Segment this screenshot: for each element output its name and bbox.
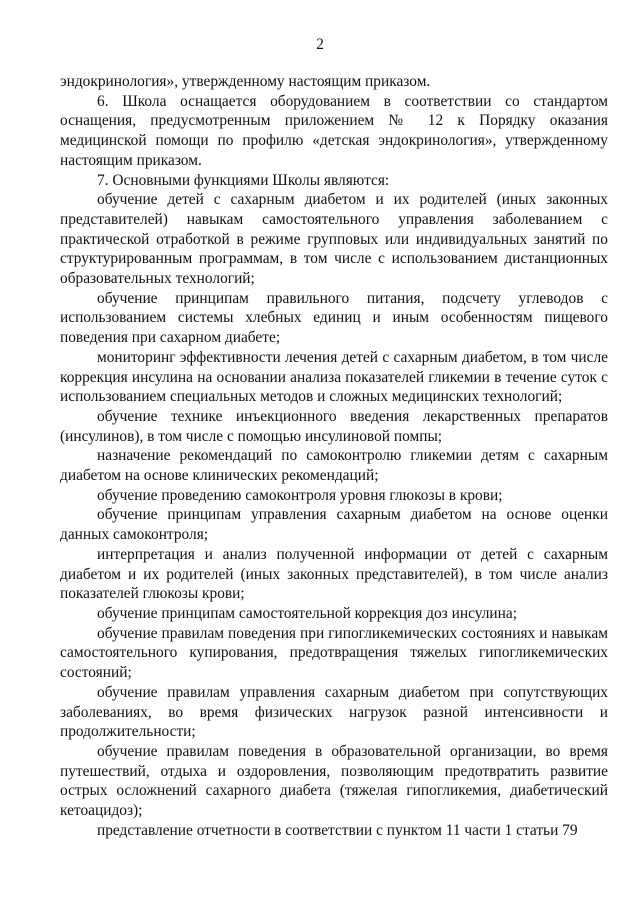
paragraph-continuation: эндокринология», утвержденному настоящим приказом. — [60, 73, 431, 90]
function-item: обучение принципам управления сахарным диабетом на основе оценки данных самоконтроля; — [60, 506, 608, 544]
paragraph-item-6: 6. Школа оснащается оборудованием в соответствии со стандартом оснащения, предусмотренным приложением № 12 к Порядку оказания медицинской помощи по профилю «детская эндокринология», утвержденному настоящим приказом. — [60, 92, 608, 169]
function-item: обучение принципам самостоятельной коррекция доз инсулина; — [97, 604, 517, 622]
function-item: представление отчетности в соответствии с пунктом 11 части 1 статьи 79 — [97, 821, 578, 839]
function-item: обучение правилам поведения в образовательной организации, во время путешествий, отдыха и оздоровления, позволяющим предотвратить развитие острых осложнений сахарного диабета (тяжелая гипогликемия, диабетический кетоацидоз); — [60, 742, 608, 820]
function-item: обучение детей с сахарным диабетом и их родителей (иных законных представителей) навыкам самостоятельного управления заболеванием с практической отработкой в режиме групповых или индивидуальных занятий по структурированным программам, в том числе с использованием дистанционных образовательных технологий; — [60, 191, 608, 288]
function-item: интерпретация и анализ полученной информации от детей с сахарным диабетом и их родителей (иных законных представителей), в том числе анализ показателей глюкозы крови; — [60, 545, 608, 603]
paragraph-item-7: 7. Основными функциями Школы являются: — [97, 171, 390, 189]
function-item: назначение рекомендаций по самоконтролю гликемии детям с сахарным диабетом на основе клинических рекомендаций; — [60, 447, 608, 485]
function-item: обучение проведению самоконтроля уровня глюкозы в крови; — [97, 486, 503, 504]
document-body — [60, 72, 608, 840]
function-item: обучение правилам управления сахарным диабетом при сопутствующих заболеваниях, во время физических нагрузок разной интенсивности и продолжительности; — [60, 683, 608, 741]
function-item: мониторинг эффективности лечения детей с сахарным диабетом, в том числе коррекция инсулина на основании анализа показателей гликемии в течение суток с использованием специальных методов и сложных медицинских технологий; — [60, 348, 608, 406]
page-number: 2 — [316, 36, 324, 53]
function-item: обучение принципам правильного питания, подсчету углеводов с использованием системы хлебных единиц и иным особенностям пищевого поведения при сахарном диабете; — [60, 289, 608, 347]
function-item: обучение правилам поведения при гипогликемических состояниях и навыкам самостоятельного купирования, предотвращения тяжелых гипогликемических состояний; — [60, 624, 608, 682]
function-item: обучение технике инъекционного введения лекарственных препаратов (инсулинов), в том числе с помощью инсулиновой помпы; — [60, 407, 608, 445]
